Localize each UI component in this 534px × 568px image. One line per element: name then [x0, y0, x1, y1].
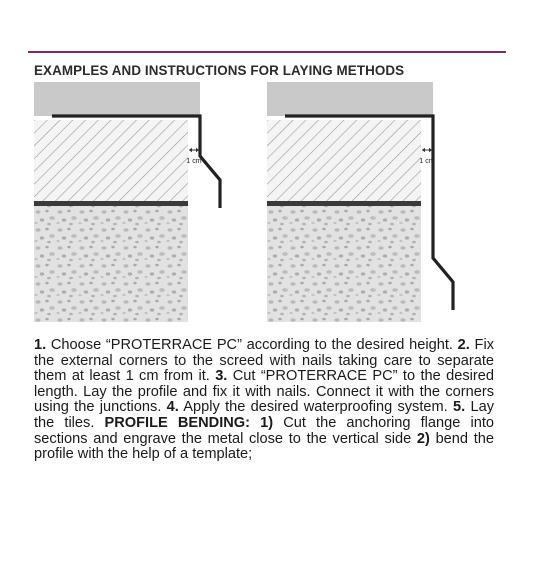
step-text: Fix the external corners to the screed with nails taking care to separate them at least 1 cm from it.: [34, 337, 494, 385]
tile-layer: [267, 82, 433, 116]
instructions-paragraph: [34, 338, 494, 463]
screed-layer: [267, 120, 421, 201]
step-text: Choose “PROTERRACE PC” according to the desired height.: [46, 337, 458, 353]
laying-diagram-right: [267, 82, 493, 322]
step-number: 3.: [215, 368, 228, 385]
step-text: Cut the anchoring flange into sections and engrave the metal close to the vertical side: [34, 414, 495, 447]
section-heading: EXAMPLES AND INSTRUCTIONS FOR LAYING METHODS: [34, 63, 405, 78]
tile-layer: [34, 82, 200, 116]
header-divider: [28, 51, 506, 53]
step-number: 1): [250, 414, 274, 431]
step-number: 2.: [457, 337, 470, 353]
step-number: 5.: [453, 399, 466, 416]
dimension-label: 1 cm: [419, 158, 435, 165]
step-text: Apply the desired waterproofing system.: [178, 399, 454, 416]
step-text: Cut “PROTERRACE PC” to the desired length. Lay the profile and fix it with nails. Connect it with the corners using the junctions.: [34, 368, 494, 416]
step-text: bend the profile with the help of a template;: [34, 430, 494, 463]
step-number: 2): [416, 430, 430, 447]
step-text: Lay the tiles.: [34, 399, 494, 431]
gravel-layer: [34, 206, 188, 322]
gravel-layer: [267, 206, 421, 322]
step-number: 4.: [166, 399, 179, 416]
laying-diagram-left: [34, 82, 260, 322]
screed-layer: [34, 120, 188, 201]
dimension-label: 1 cm: [186, 158, 202, 165]
bending-title: PROFILE BENDING:: [104, 414, 251, 431]
step-number: 1.: [34, 337, 47, 353]
